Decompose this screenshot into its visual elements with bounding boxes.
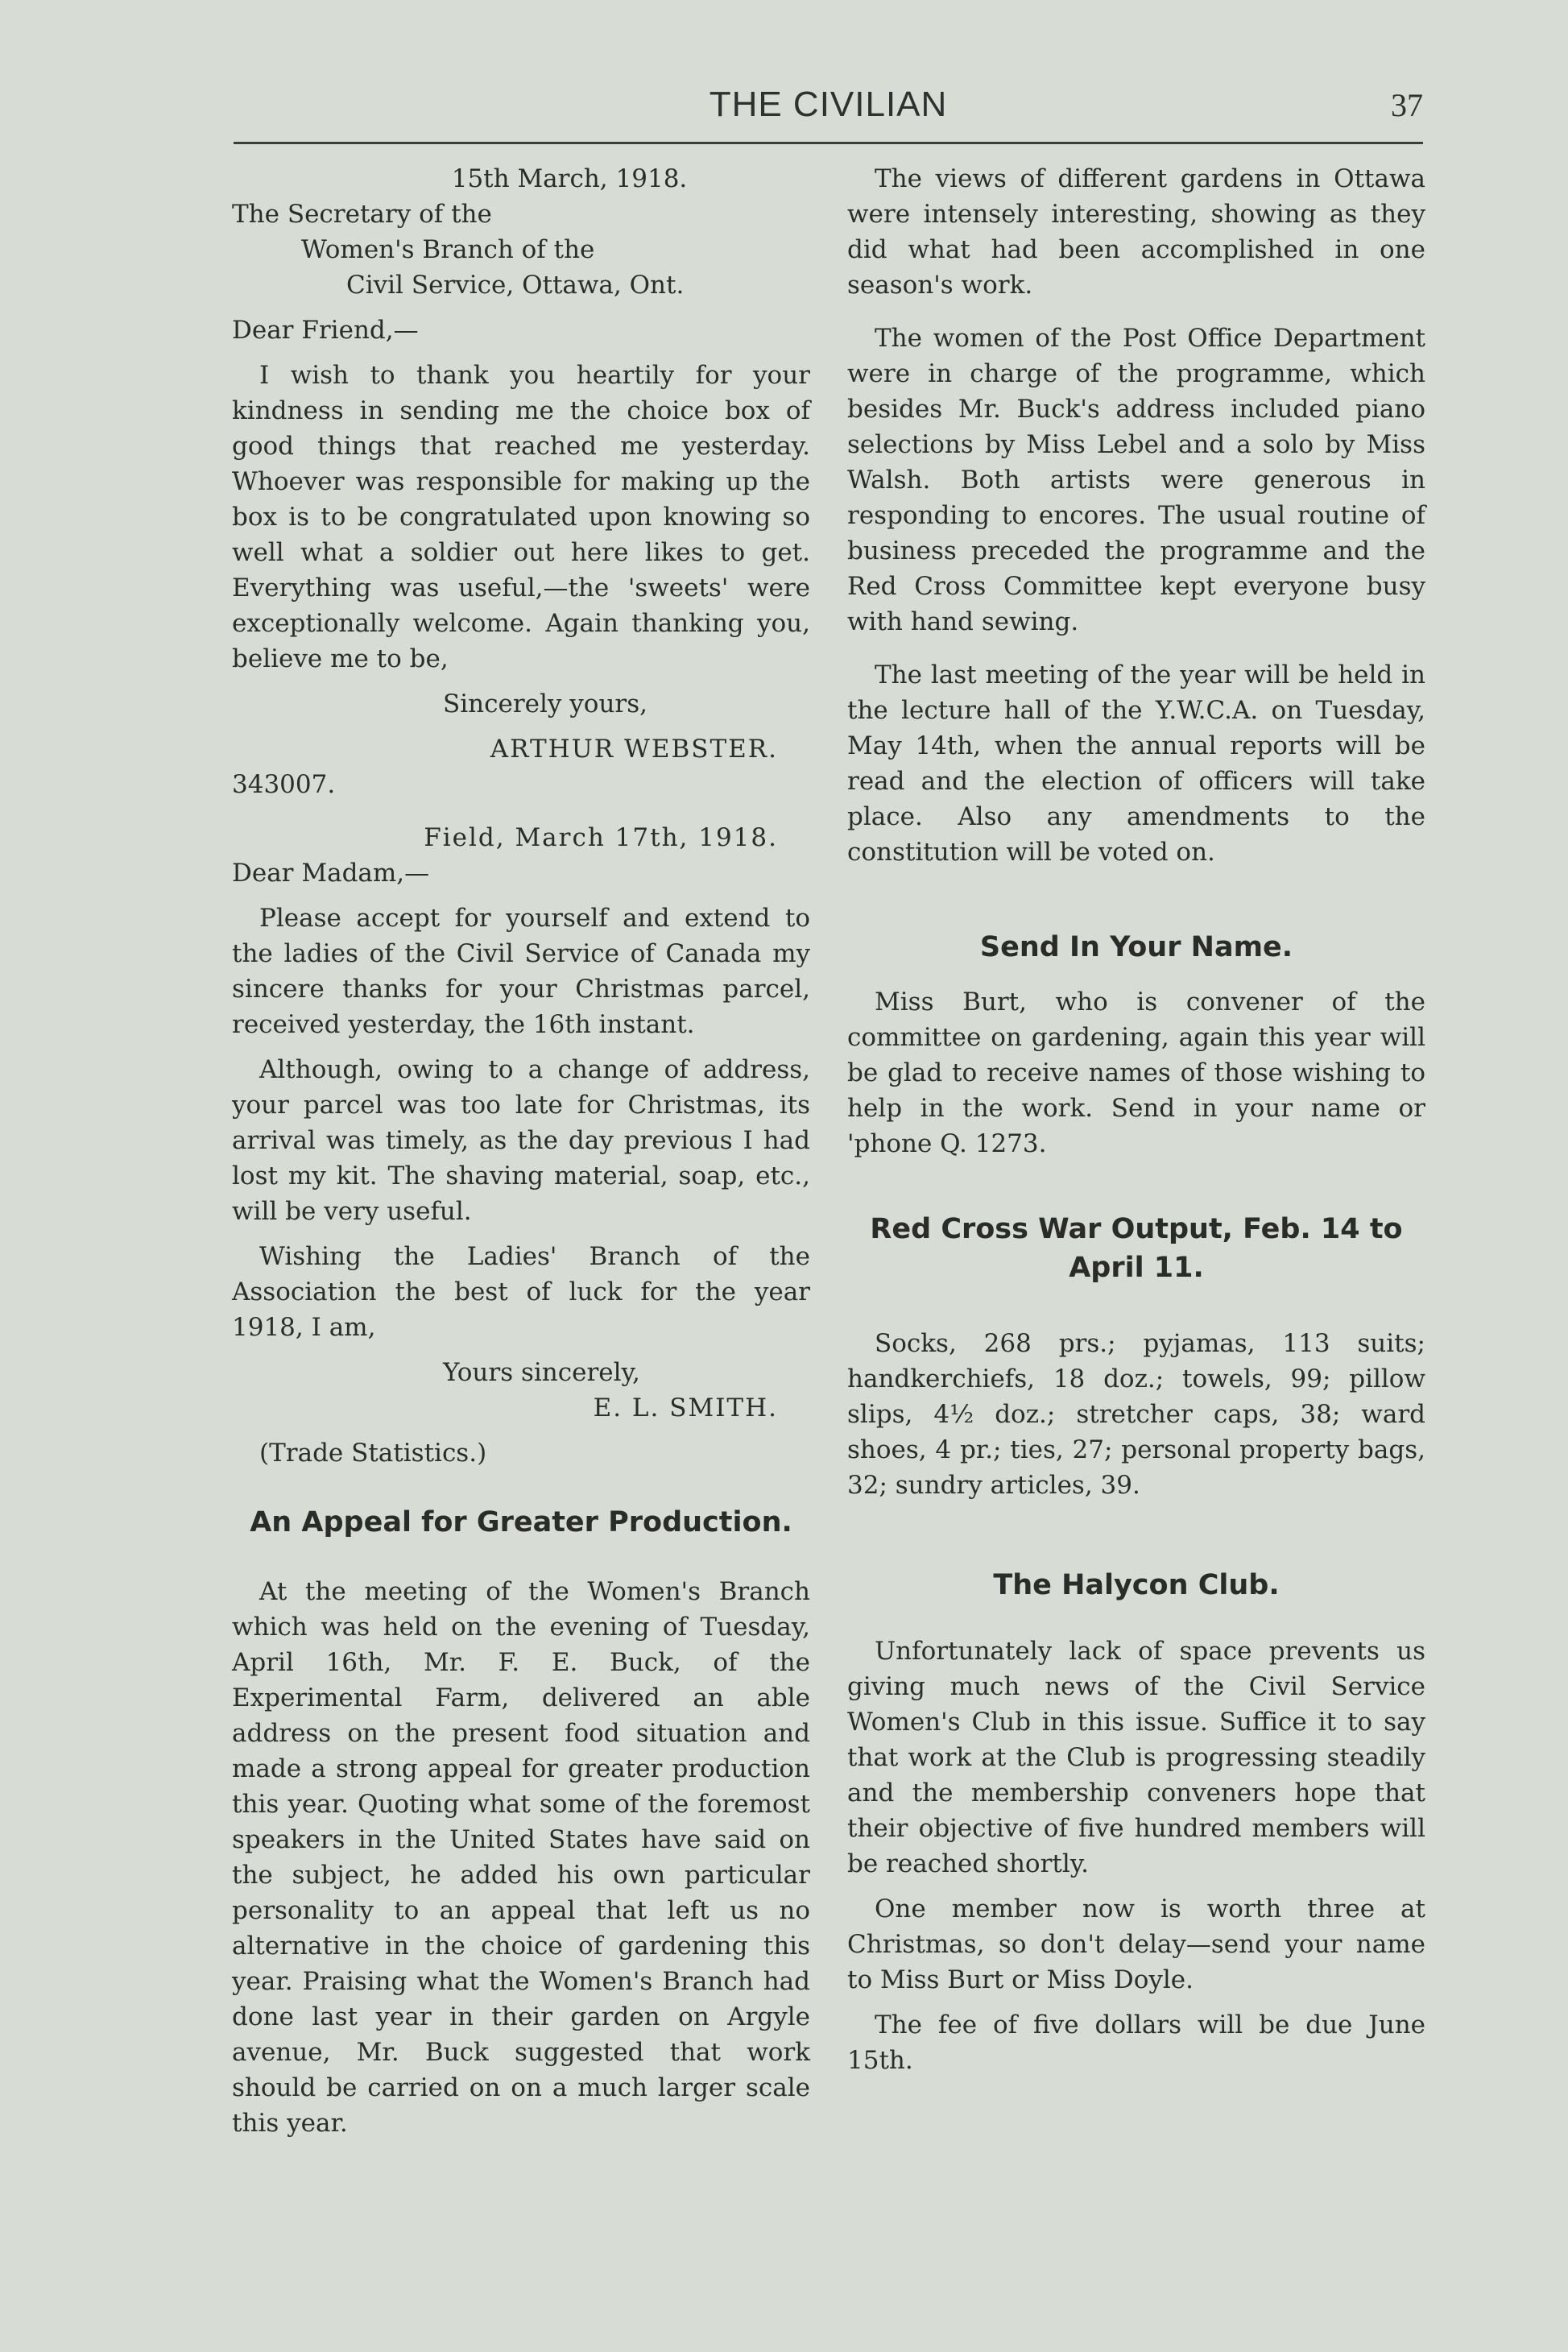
- running-title: THE CIVILIAN: [709, 85, 948, 124]
- signature: E. L. SMITH.: [593, 1393, 778, 1422]
- header-rule: [234, 142, 1423, 144]
- article-heading-line2: April 11.: [1069, 1252, 1204, 1284]
- left-column: [232, 161, 810, 2141]
- article-halycon: [847, 1566, 1425, 2078]
- right-column: [847, 161, 1425, 2078]
- letter-webster: [232, 161, 810, 802]
- salutation: Dear Madam,—: [232, 859, 430, 888]
- letter-date: Field, March 17th, 1918.: [424, 823, 778, 852]
- meeting-report: [847, 161, 1425, 870]
- article-paragraph: Unfortunately lack of space prevents us giving much news of the Civil Service Women's Club in this issue. Suffice it to say that work at the Club is progressing steadily and the membership conveners hope that their objective of five hundred members will be reached shortly.: [847, 1637, 1425, 1878]
- report-paragraph: The last meeting of the year will be held in the lecture hall of the Y.W.C.A. on Tuesday, May 14th, when the annual reports will be read and the election of officers will take place. Also any amendments to the constitution will be voted on.: [847, 660, 1425, 867]
- letter-body: I wish to thank you heartily for your kindness in sending me the choice box of good things that reached me yesterday. Whoever was responsible for making up the box is to be congratulated upon knowing so well what a soldier out here likes to get. Everything was useful,—the 'sweets' were exceptionally welcome. Again thanking you, believe me to be,: [232, 361, 810, 673]
- regimental-number: 343007.: [232, 770, 336, 799]
- department: (Trade Statistics.): [259, 1439, 487, 1468]
- letter-paragraph: Although, owing to a change of address, your parcel was too late for Christmas, its arrival was timely, as the day previous I had lost my kit. The shaving material, soap, etc., will be very useful.: [232, 1055, 810, 1226]
- article-heading: Send In Your Name.: [979, 931, 1293, 963]
- address-line: Civil Service, Ottawa, Ont.: [346, 271, 685, 300]
- report-paragraph: The views of different gardens in Ottawa were intensely interesting, showing as they did what had been accomplished in one season's work.: [847, 164, 1425, 300]
- page-number: 37: [1391, 87, 1423, 123]
- letter-paragraph: Please accept for yourself and extend to the ladies of the Civil Service of Canada my sincere thanks for your Christmas parcel, received yesterday, the 16th instant.: [232, 904, 810, 1039]
- letter-smith: [232, 820, 810, 1471]
- article-body: Miss Burt, who is convener of the committee on gardening, again this year will be glad to receive names of those wishing to help in the work. Send in your name or 'phone Q. 1273.: [847, 988, 1425, 1158]
- article-red-cross: [847, 1210, 1425, 1503]
- article-send-name: [847, 928, 1425, 1162]
- article-heading: An Appeal for Greater Production.: [250, 1506, 792, 1538]
- address-line: Women's Branch of the: [301, 235, 595, 264]
- page-header: [234, 85, 1423, 141]
- article-paragraph: The fee of five dollars will be due June 15th.: [847, 2010, 1425, 2075]
- article-body: At the meeting of the Women's Branch which was held on the evening of Tuesday, April 16th, Mr. F. E. Buck, of the Experimental Farm, delivered an able address on the present food situation and made a strong appeal for greater production this year. Quoting what some of the foremost speakers in the United States have said on the subject, he added his own particular personality to an appeal that left us no alternative in the choice of gardening this year. Praising what the Women's Branch had done last year in their garden on Argyle avenue, Mr. Buck suggested that work should be carried on on a much larger scale this year.: [232, 1577, 810, 2138]
- closing: Sincerely yours,: [443, 689, 647, 718]
- article-heading: Red Cross War Output, Feb. 14 to: [870, 1213, 1403, 1245]
- salutation: Dear Friend,—: [232, 316, 419, 345]
- address-line: The Secretary of the: [232, 200, 492, 229]
- article-paragraph: One member now is worth three at Christmas, so don't delay—send your name to Miss Burt or Miss Doyle.: [847, 1894, 1425, 1994]
- signature: ARTHUR WEBSTER.: [490, 735, 778, 764]
- article-body: Socks, 268 prs.; pyjamas, 113 suits; handkerchiefs, 18 doz.; towels, 99; pillow slips, 4½ doz.; stretcher caps, 38; ward shoes, 4 pr.; ties, 27; personal property bags, 32; sundry articles, 39.: [847, 1329, 1425, 1500]
- article-heading: The Halycon Club.: [993, 1569, 1280, 1601]
- article-appeal: [232, 1503, 810, 2141]
- letter-paragraph: Wishing the Ladies' Branch of the Association the best of luck for the year 1918, I am,: [232, 1242, 810, 1342]
- closing: Yours sincerely,: [443, 1358, 640, 1387]
- letter-date: 15th March, 1918.: [451, 164, 688, 193]
- report-paragraph: The women of the Post Office Department were in charge of the programme, which besides Mr. Buck's address included piano selections by Miss Lebel and a solo by Miss Walsh. Both artists were generous in responding to encores. The usual routine of business preceded the programme and the Red Cross Committee kept everyone busy with hand sewing.: [847, 324, 1425, 636]
